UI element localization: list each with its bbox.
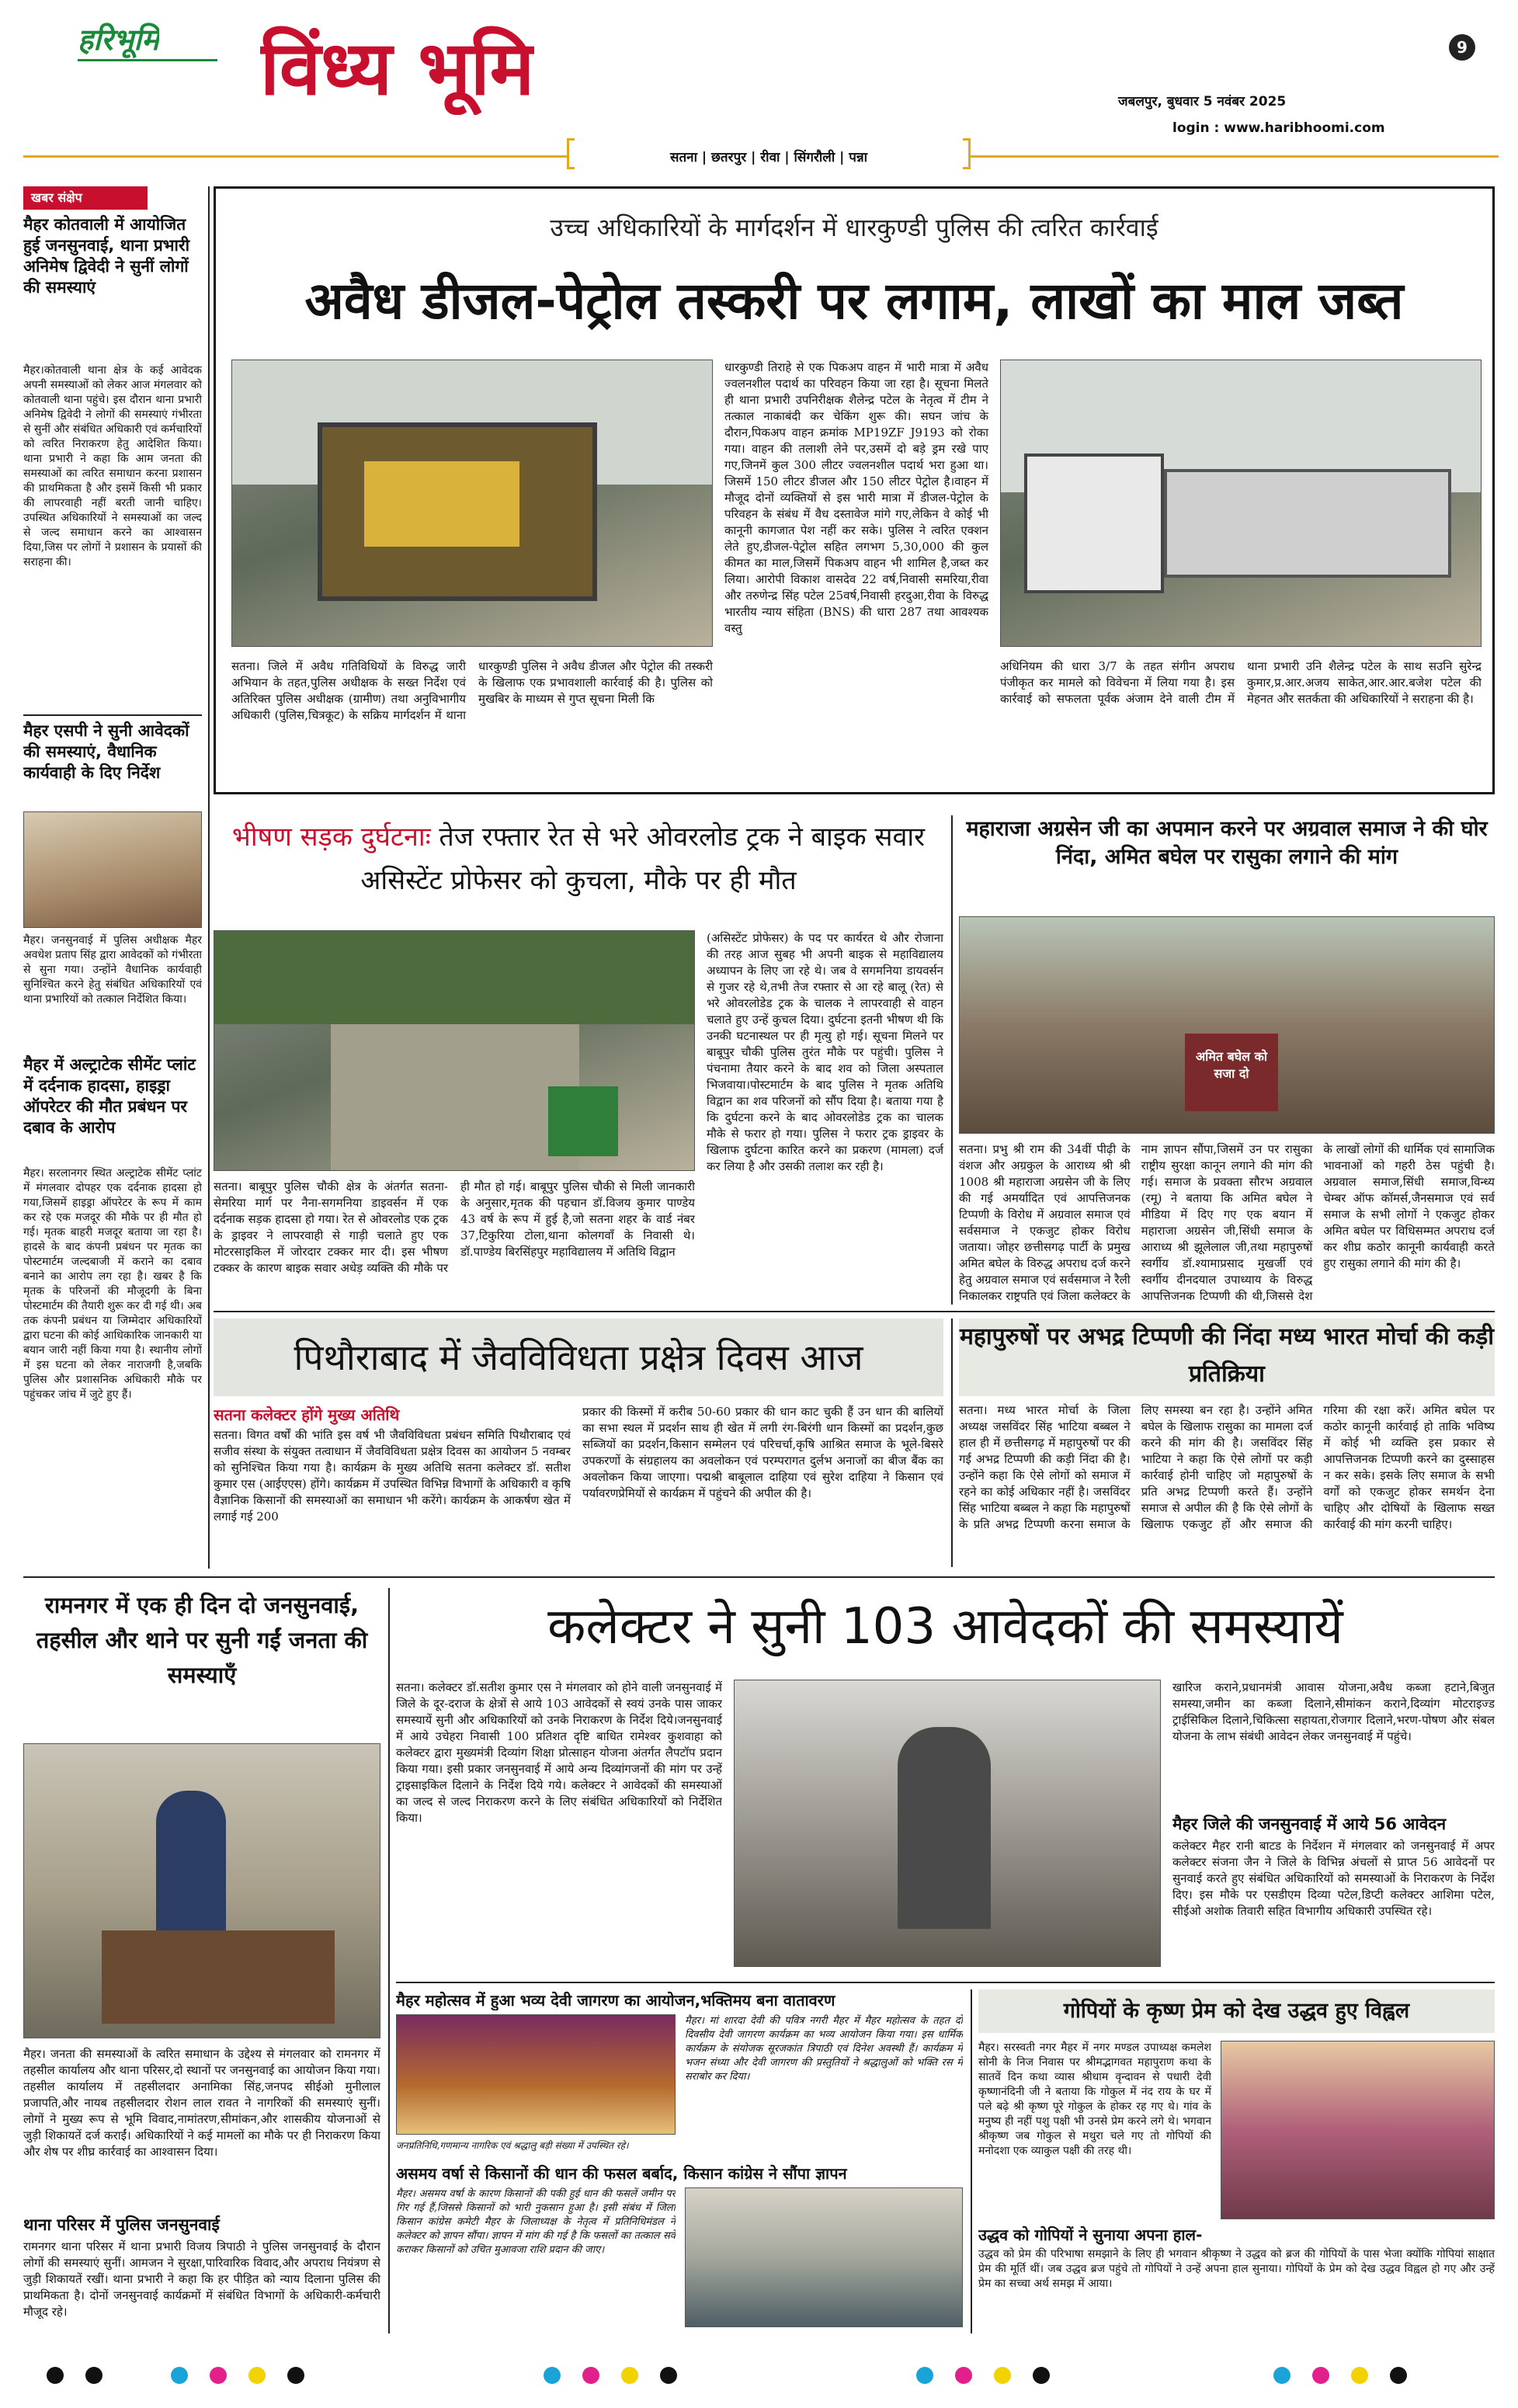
agrasen-story	[959, 815, 1495, 1305]
masthead	[0, 0, 1518, 165]
accident-headline-main: तेज रफ्तार रेत से भरे ओवरलोड ट्रक ने बाइक सवार असिस्टेंट प्रोफेसर को कुचला, मौके पर ही मौत	[360, 822, 926, 896]
biodiversity-story	[214, 1319, 943, 1567]
photo-tarp	[364, 461, 519, 547]
bracket-right	[963, 138, 971, 169]
accident-photo-road	[214, 930, 695, 1171]
jagran-caption: जनप्रतिनिधि,गणमान्य नागरिक एवं श्रद्धालु बड़ी संख्या में उपस्थित रहे।	[396, 2140, 629, 2151]
divider	[23, 714, 202, 716]
logo-underline	[78, 59, 217, 61]
registration-dot	[660, 2367, 677, 2384]
ramnagar-headline: रामनगर में एक ही दिन दो जनसुनवाई, तहसील और थाने पर सुनी गईं जनता की समस्याएँ	[36, 1592, 368, 1688]
print-registration-bar	[0, 2361, 1518, 2392]
accident-headline	[214, 815, 943, 909]
registration-dot	[1390, 2367, 1407, 2384]
section-divider	[23, 1576, 1495, 1578]
bracket-left	[567, 138, 575, 169]
registration-dot	[1273, 2367, 1290, 2384]
dateline: जबलपुर, बुधवार 5 नवंबर 2025	[1118, 94, 1287, 109]
district-bar-left	[23, 155, 567, 158]
registration-dot	[621, 2367, 638, 2384]
biodiversity-col1: सतना। विगत वर्षों की भांति इस वर्ष भी जैवविविधता प्रबंधन समिति पिथौराबाद एवं सजीव संस्था के संयुक्त तत्वाधान में जैवविविधता प्रक्षेत्र दिवस का आयोजन 5 नवम्बर को सुनिश्चित किया गया है। कार्यक्रम के मुख्य अतिथि सतना कलेक्टर डॉ. सतीश कुमार एस (आईएएस) होंगे। कार्यक्रम में उपस्थित विभिन्न विभागों के अधिकारी व कृषि वैज्ञानिक किसानों की समस्याओं का समाधान भी करेंगे। कार्यक्रम के आकर्षण खेत में लगाई गई 200	[214, 1428, 571, 1524]
collector-col2: खारिज कराने,प्रधानमंत्री आवास योजना,अवैध कब्जा हटाने,बिजुत समस्या,जमीन का कब्जा दिलाने,सीमांकन कराने,दिव्यांग मोटराइज्ड ट्राईसिकिल दिलाने,चिकित्सा सहायता,रोजगार दिलाने,भरण-पोषण और संबल योजना के लाभ संबंधी आवेदन लेकर जनसुनवाई में पहुंचे।	[1172, 1680, 1495, 1743]
jagran-body: मैहर। मां शारदा देवी की पवित्र नगरी मैहर में मैहर महोत्सव के तहत दो दिवसीय देवी जागरण कार्यक्रम का भव्य आयोजन किया गया। इस धार्मिक कार्यक्रम के संयोजक सूरजकांत त्रिपाठी एवं दिनेश अवस्थी हैं। कार्यक्रम में भजन संध्या और देवी जागरण की प्रस्तुतियों ने श्रद्धालुओं को भक्ति रस में सराबोर कर दिया।	[685, 2015, 963, 2083]
gopiyan-story	[978, 1989, 1495, 2333]
lead-photo-pickup-side	[1000, 360, 1482, 647]
news-brief-sidebar	[23, 186, 202, 1569]
accident-col2: (असिस्टेंट प्रोफेसर) के पद पर कार्यरत थे और रोजाना की तरह आज सुबह भी अपनी बाइक से महाविद्यालय अध्यापन के लिए जा रहे थे। जब वे सगमनिया डायवर्सन से गुजर रहे थे,तभी तेज रफ्तार से आ रहे बालू (रेत) से भरे ओवरलोडेड ट्रक के चालक ने लापरवाही से वाहन चलाते हुए उन्हें कुचल दिया। दुर्घटना इतनी भीषण थी कि उनकी घटनास्थल पर ही मृत्यु हो गई। सूचना मिलने पर बाबूपुर चौकी पुलिस तुरंत मौके पर पहुंची। पुलिस ने पंचनामा तैयार करने के बाद शव को जिला अस्पताल भिजवाया।पोस्टमार्टम के बाद पुलिस ने मृतक अतिथि विद्वान का शव परिजनों को सौंप दिया है। बताया गया है कि दुर्घटना करने के बाद ओवरलोडेड ट्रक का चालक मौके से फरार हो गया। पुलिस ने फरार ट्रक ड्राइवर के खिलाफ दुर्घटना कारित करने का प्रकरण (मामला) दर्ज कर लिया है और उसकी तलाश कर रही है।	[707, 931, 943, 1173]
sidebar-story2-body: मैहर। जनसुनवाई में पुलिस अधीक्षक मैहर अवधेश प्रताप सिंह द्वारा आवेदकों को गंभीरता से सुना गया। उन्होंने वैधानिक कार्यवाही सुनिश्चित करने हेतु संबंधित अधिकारियों एवं थाना प्रभारियों को तत्काल निर्देशित किया।	[23, 934, 202, 1006]
section-divider	[214, 1311, 1495, 1312]
page-number: 9	[1449, 34, 1475, 61]
gopiyan-headline: गोपियों के कृष्ण प्रेम को देख उद्धव हुए विह्वल	[978, 1989, 1495, 2033]
photo-officer	[156, 1791, 226, 1946]
registration-dot	[1351, 2367, 1368, 2384]
placard: अमित बघेल को सजा दो	[1185, 1034, 1278, 1111]
lead-kicker: उच्च अधिकारियों के मार्गदर्शन में धारकुण्डी पुलिस की त्वरित कार्रवाई	[550, 213, 1158, 242]
mahapurush-col1: सतना। मध्य भारत मोर्चा के जिला अध्यक्ष जसविंदर सिंह भाटिया बब्बल ने हाल ही में छत्तीसगढ़ में महापुरुषों पर की गई अभद्र टिप्पणी की कड़ी निंदा की है। उन्होंने कहा कि ऐसे लोगों को समाज में रहने का कोई अधिकार नहीं है। जसविंदर सिंह भाटिया बब्बल ने कहा कि महापुरुषों के प्रति अभद्र टिप्पणी करना समाज	[959, 1403, 1131, 1531]
column-divider	[951, 815, 953, 1305]
accident-headline-red: भीषण सड़क दुर्घटनाः	[231, 822, 431, 853]
registration-dot	[287, 2367, 304, 2384]
column-divider	[388, 1588, 390, 2333]
login-url[interactable]: login : www.haribhoomi.com	[1172, 120, 1385, 136]
kisan-photo	[685, 2187, 963, 2327]
agrasen-col2: जिला कलेक्टर के नाम ज्ञापन सौंपा,जिसमें उन पर रासुका राष्ट्रीय सुरक्षा कानून लगाने की मांग की गई। समाज के प्रवक्ता सौरभ अग्रवाल (रमू) ने बताया कि अमित बघेल ने मीडिया में दिए गए एक बयान में महाराजा अग्रसेन जी,सिंधी समाज के आराध्य श्री झूलेलाल जी,तथा महापुरुषों स्वर्गीय डॉ.श्यामाप्रसाद मुखर्जी एवं स्वर्गीय दीनदयाल उपाध्याय के	[1057, 1142, 1313, 1303]
registration-dot	[544, 2367, 561, 2384]
collector-sub-body: कलेक्टर मैहर रानी बाटड के निर्देशन में मंगलवार को जनसुनवाई में अपर कलेक्टर संजना जैन ने जिले के विभिन्न अंचलों से प्राप्त 56 आवेदनों पर सुनवाई करते हुए संबंधित अधिकारियों को समस्याओं के निराकरण के निर्देश दिए। इस मौके पर एसडीएम दिव्या पटेल,डिप्टी कलेक्टर आशिमा पटेल, सीईओ अशोक तिवारी सहित विभागीय अधिकारी उपस्थित रहे।	[1172, 1839, 1495, 1918]
lead-photo-pickup-rear	[231, 360, 713, 647]
page-title: विंध्य भूमि	[260, 25, 535, 112]
lead-story-box	[214, 186, 1495, 794]
kisan-body: मैहर। असमय वर्षा के कारण किसानों की पकी हुई धान की फसलें जमीन पर गिर गई हैं,जिससे किसानों को भारी नुकसान हुआ है। इसी संबंध में जिला किसान कांग्रेस कमेटी मैहर के जिलाध्यक्ष के नेतृत्व में प्रतिनिधिमंडल ने कलेक्टर को ज्ञापन सौंपा। ज्ञापन में मांग की गई है कि फसलों का तत्काल सर्वे कराकर किसानों को उचित मुआवजा राशि प्रदान की जाए।	[396, 2188, 676, 2256]
registration-dot	[1312, 2367, 1329, 2384]
registration-dot	[171, 2367, 188, 2384]
registration-dot	[47, 2367, 64, 2384]
column-divider	[951, 1319, 953, 1567]
registration-dot	[994, 2367, 1011, 2384]
photo-cargo	[1164, 469, 1451, 578]
lead-headline: अवैध डीजल-पेट्रोल तस्करी पर लगाम, लाखों का माल जब्त	[304, 271, 1404, 331]
photo-desk	[102, 1930, 335, 2024]
biodiversity-subhead: सतना कलेक्टर होंगे मुख्य अतिथि	[214, 1406, 400, 1424]
collector-sub-headline: मैहर जिले की जनसुनवाई में आये 56 आवेदन	[1172, 1815, 1447, 1833]
sidebar-story3-headline: मैहर में अल्ट्राटेक सीमेंट प्लांट में दर्दनाक हादसा, हाइड्रा ऑपरेटर की मौत प्रबंधन पर दबाव के आरोप	[23, 1055, 196, 1137]
section-divider	[396, 1982, 1495, 1983]
kisan-headline: असमय वर्षा से किसानों की धान की फसल बर्बाद, किसान कांग्रेस ने सौंपा ज्ञापन	[396, 2164, 847, 2183]
registration-dot	[248, 2367, 266, 2384]
sidebar-story3-body: मैहर। सरलानगर स्थित अल्ट्राटेक सीमेंट प्लांट में मंगलवार दोपहर एक दर्दनाक हादसा हो गया,जिसमें हाइड्रा ऑपरेटर के रूप में काम कर रहे एक मजदूर की मौके पर ही मौत हो गई। मृतक बाहरी मजदूर बताया जा रहा है। हादसे के बाद कंपनी प्रबंधन पर मृतक का पोस्टमार्टम जल्दबाजी में कराने का दबाव बनाने का आरोप लग रहा है। खबर है कि मृतक के परिजनों की मौजूदगी के बिना पोस्टमार्टम की तैयारी शुरू कर दी गई थी। अब तक कंपनी प्रबंधन या जिम्मेदार अधिकारियों द्वारा घटना की कोई आधिकारिक जानकारी या बयान जारी नहीं किया गया है। स्थानीय लोगों में इस घटना को लेकर नाराजगी है,जबकि पुलिस और प्रशासनिक अधिकारी मौके पर पहुंचकर जांच में जुटे हुए हैं।	[23, 1167, 202, 1401]
photo-auto	[548, 1086, 618, 1156]
agrasen-col3: विरुद्ध आपत्तिजनक टिप्पणी की थी,जिससे देश के लाखों लोगों की धार्मिक एवं सामाजिक भावनाओं को गहरी ठेस पहुंची है।अग्रवाल समाज,सिंधी समाज,विन्ध्य चेम्बर ऑफ कॉमर्स,जैनसमाज एवं सर्व समाज के सभी लोगों ने एकजुट होकर अमित बघेल पर विधिसम्मत अपराध दर्ज कर शीघ्र कठोर कानूनी कार्यवाही करते हुए रासुका लगाने की मांग की है।	[1141, 1142, 1495, 1303]
gopiyan-sub-headline: उद्धव को गोपियों ने सुनाया अपना हाल-	[978, 2226, 1203, 2244]
agrasen-body	[959, 1141, 1495, 1305]
photo-person	[898, 1727, 991, 1929]
ramnagar-body: मैहर। जनता की समस्याओं के त्वरित समाधान के उद्देश्य से मंगलवार को रामनगर में तहसील कार्यालय और थाना परिसर,दो स्थानों पर जनसुनवाई का आयोजन किया गया।तहसील कार्यालय में तहसीलदार अनामिका सिंह,जनपद सीईओ मुनीलाल प्रजापति,और नायब तहसीलदार रोशन लाल रावत ने नागरिकों की समस्याएं सुनीं। लोगों ने मुख्य रूप से भूमि विवाद,नामांतरण,सीमांकन,और शासकीय योजनाओं से जुड़ी शिकायतें दर्ज कराईं। अधिकारियों ने कई मामलों का मौके पर ही निराकरण किया और शेष पर शीघ्र कार्रवाई का आश्वासन दिया।	[23, 2047, 380, 2159]
accident-col1: सतना। बाबूपुर पुलिस चौकी क्षेत्र के अंतर्गत सतना-सेमरिया मार्ग पर नैना-सगमनिया डाइवर्सन में एक दर्दनाक सड़क हादसा हो गया। रेत से ओवरलोड एक ट्रक के ड्राइवर ने लापरवाही से गाड़ी चलाते हुए एक मोटरसाइकिल में जोरदार टक्कर मार दी। इस भीषण टक्कर के कारण बाइक सवार अधेड़ व्यक्ति की मौके पर ही मौत हो गई। बाबूपुर पुलिस चौकी से मिली जानकारी के अनुसार,मृतक की पहचान डॉ.विजय कुमार पाण्डेय 43 वर्ष के रूप में हुई है,जो सतना शहर के वार्ड नंबर 37,टिकुरिया टोला,थाना कोलगवाँ के निवासी थे।डॉ.पाण्डेय बिरसिंहपुर महाविद्यालय में अतिथि विद्वान	[214, 1180, 695, 1275]
ramnagar-sub-body: रामनगर थाना परिसर में थाना प्रभारी विजय त्रिपाठी ने पुलिस जनसुनवाई के दौरान लोगों की समस्याएं सुनीं। आमजन ने सुरक्षा,पारिवारिक विवाद,और अपराध नियंत्रण से जुड़ी शिकायतें रखीं। थाना प्रभारी ने कहा कि हर पीड़ित को न्याय दिलाना पुलिस की प्राथमिकता है। दोनों जनसुनवाई कार्यक्रमों में संबंधित विभागों के अधिकारी-कर्मचारी मौजूद रहे।	[23, 2239, 380, 2319]
accident-story	[214, 815, 943, 1305]
sidebar-story1-body: मैहर।कोतवाली थाना क्षेत्र के कई आवेदक अपनी समस्याओं को लेकर आज मंगलवार को कोतवाली थाना पहुंचे। इस दौरान थाना प्रभारी अनिमेष द्विवेदी ने लोगों की समस्याएं गंभीरता से सुनीं और संबंधित अधिकारी एवं कर्मचारियों को त्वरित निराकरण हेतु आदेशित किया। थाना प्रभारी ने कहा कि आम जनता की समस्याओं का त्वरित समाधान करना प्रशासन की प्राथमिकता है और इसमें किसी भी प्रकार की लापरवाही नहीं बरती जानी चाहिए। उपस्थित अधिकारियों ने समस्याओं का जल्द से जल्द समाधान करने का आश्वासन दिया,जिस पर लोगों ने प्रशासन के प्रयासों की सराहना की।	[23, 364, 202, 568]
jagran-photo	[396, 2014, 676, 2135]
agrasen-col1: सतना। प्रभु श्री राम की 34वीं पीढ़ी के वंशज और अग्रकुल के आराध्य श्री श्री 1008 श्री महाराजा अग्रसेन जी के लिए की गई अमर्यादित एवं आपत्तिजनक टिप्पणी के विरोध में अग्रवाल समाज एवं सर्वसमाज ने एकजुट होकर विरोध जताया। जोहर छत्तीसगढ़ पार्टी के प्रमुख अमित बघेल के विरुद्ध अपराध दर्ज करने हेतु अग्रवाल समाज एवं सर्वसमाज ने रैली निकालकर राष्ट्रपति एवं	[959, 1142, 1131, 1303]
sidebar-story2-photo	[23, 811, 202, 928]
registration-dot	[955, 2367, 972, 2384]
registration-dot	[582, 2367, 599, 2384]
registration-dot	[916, 2367, 933, 2384]
mahapurush-story	[959, 1319, 1495, 1567]
biodiversity-col2: प्रकार की किस्मों में करीब 50-60 प्रकार की धान काट चुकी हैं उन धान की बालियों का सभा स्थल में प्रदर्शन साथ ही खेत में लगी रंग-बिरंगी धान किस्मों का प्रदर्शन,कुछ सब्जियों का प्रदर्शन,किसान सम्मेलन एवं परिचर्चा,कृषि आश्रित समाज के भूले-बिसरे उपकरणों के संग्रहालय का अवलोकन एवं परम्परागत दुर्लभ अनाजों का बीज बैंक का अवलोकन किया जाएगा। पद्मश्री बाबूलाल दाहिया एवं सुरेश दाहिया ने किसान एवं पर्यावरणप्रेमियों से कार्यक्रम में पहुंचने की अपील की है।	[582, 1405, 943, 1500]
kisan-story	[396, 2163, 963, 2333]
lead-col2: धारकुण्डी तिराहे से एक पिकअप वाहन में भारी मात्रा में अवैध ज्वलनशील पदार्थ का परिवहन किया जा रहा है। सूचना मिलते ही थाना प्रभारी उपनिरीक्षक शैलेन्द्र पटेल के नेतृत्व में टीम ने तत्काल नाकाबंदी कर चेकिंग शुरू की। सघन जांच के दौरान,पिकअप वाहन क्रमांक MP19ZF J9193 को रोका गया। वाहन की तलाशी लेने पर,उसमें दो बड़े ड्रम रखे पाए गए,जिनमें कुल 300 लीटर ज्वलनशील पदार्थ भरा हुआ था। जिसमें 150 लीटर डीजल और 150 लीटर पेट्रोल है।वाहन में मौजूद दोनों व्यक्तियों से इस भारी मात्रा में डीजल-पेट्रोल के परिवहन के संबंध में वैध दस्तावेज मांगे गए,लेकिन वे कोई भी कानूनी कागजात पेश नहीं कर सके। पुलिस ने त्वरित एक्शन लेते हुए,डीजल-पेट्रोल सहित लगभग 5,30,000 की कुल कीमत का माल,जिसमें पिकअप वाहन भी शामिल है,जब्त कर लिया। आरोपी विकाश वासदेव 22 वर्ष,निवासी समरिया,रीवा और तरुणेन्द्र सिंह पटेल 25वर्ष,निवासी हरदुआ,रीवा के विरुद्ध भारतीय न्याय संहिता (BNS) की धारा 287 तथा आवश्यक वस्तु	[724, 360, 988, 635]
ramnagar-photo	[23, 1743, 380, 2038]
collector-headline: कलेक्टर ने सुनी 103 आवेदकों की समस्यायें	[547, 1598, 1343, 1656]
registration-dot	[85, 2367, 102, 2384]
biodiversity-headline: पिथौराबाद में जैवविविधता प्रक्षेत्र दिवस आज	[214, 1319, 943, 1396]
lead-col1: सतना। जिले में अवैध गतिविधियों के विरुद्ध जारी अभियान के तहत,पुलिस अधीक्षक के सख्त निर्देश एवं अतिरिक्त पुलिस अधीक्षक (ग्रामीण) तथा अनुविभागीय अधिकारी (पुलिस,चित्रकूट) के सक्रिय मार्गदर्शन में थाना धारकुण्डी पुलिस ने अवैध डीजल और पेट्रोल की तस्करी के खिलाफ एक प्रभावशाली कार्रवाई की है। पुलिस को मुखबिर के माध्यम से गुप्त सूचना मिली कि	[231, 659, 713, 722]
agrasen-headline: महाराजा अग्रसेन जी का अपमान करने पर अग्रवाल समाज ने की घोर निंदा, अमित बघेल पर रासुका लगाने की मांग	[966, 817, 1488, 869]
district-list: सतना | छतरपुर | रीवा | सिंगरौली | पन्ना	[669, 150, 868, 165]
sidebar-divider	[208, 186, 210, 1569]
sidebar-story1-headline: मैहर कोतवाली में आयोजित हुई जनसुनवाई, थाना प्रभारी अनिमेष द्विवेदी ने सुनीं लोगों की समस्याएं	[23, 215, 190, 297]
lead-col3: अधिनियम की धारा 3/7 के तहत संगीन अपराध पंजीकृत कर मामले को विवेचना में लिया गया है। इस कार्रवाई को सफलता पूर्वक अंजाम देने वाली टीम में थाना प्रभारी उनि शैलेन्द्र पटेल के साथ सउनि सुरेन्द्र कुमार,प्र.आर.अजय साकेत,आर.आर.बजेश पटेल की मेहनत और सतर्कता की अधिकारियों ने सराहना की है।	[1000, 659, 1482, 706]
agrasen-photo-protest	[959, 916, 1495, 1134]
sidebar-section-label: खबर संक्षेप	[23, 186, 148, 210]
district-bar-right	[971, 155, 1499, 158]
mahapurush-body	[959, 1402, 1495, 1567]
column-divider	[971, 1989, 972, 2333]
registration-dot	[210, 2367, 227, 2384]
collector-story	[396, 1588, 1495, 1976]
photo-road	[331, 1024, 579, 1171]
ramnagar-sub-headline: थाना परिसर में पुलिस जनसुनवाई	[23, 2215, 220, 2234]
mahapurush-col3: गरिमा की रक्षा करें। अमित बघेल पर कठोर कानूनी कार्रवाई हो ताकि भविष्य में कोई भी व्यक्ति इस प्रकार से आपत्तिजनक टिप्पणी करने का दुस्साहस न कर सके। इसके लिए समाज के सभी वर्गों को एकजुट होकर समर्थन देना चाहिए और दोषियों के खिलाफ सख्त कार्रवाई की मांग करनी चाहिए।	[1323, 1403, 1495, 1531]
mahapurush-col2: के लिए समस्या बन रहा है। उन्होंने अमित बघेल के खिलाफ रासुका का मामला दर्ज करने की मांग की है। जसविंदर सिंह भाटिया ने कहा कि ऐसे लोगों पर कड़ी कार्रवाई होनी चाहिए जो महापुरुषों के प्रति अभद्र टिप्पणी करते हैं। उन्होंने समाज से अपील की है कि ऐसे लोगों के खिलाफ एकजुट हों और समाज की	[1121, 1403, 1313, 1531]
gopiyan-photo	[1221, 2041, 1495, 2219]
gopiyan-body: मैहर। सरस्वती नगर मैहर में नगर मण्डल उपाध्यक्ष कमलेश सोनी के निज निवास पर श्रीमद्भागवत महापुराण कथा के सातवें दिन कथा व्यास श्रीधाम वृन्दावन से पधारी देवी कृष्णानंदिनी जी ने बताया कि गोकुल में नंद राय के घर में पले बढ़े श्री कृष्ण पूरे गोकुल के होकर रह गए थे। गांव के मनुष्य ही नहीं पशु पक्षी भी उनसे प्रेम करने लगे थे। भगवान श्रीकृष्ण जब गोकुल से मथुरा चले गए तो गोपियों की मनोदशा एक व्याकुल पक्षी की तरह थी।	[978, 2041, 1211, 2157]
collector-photo	[734, 1680, 1161, 1967]
jagran-headline: मैहर महोत्सव में हुआ भव्य देवी जागरण का आयोजन,भक्तिमय बना वातावरण	[396, 1991, 835, 2010]
mahapurush-headline: महापुरुषों पर अभद्र टिप्पणी की निंदा मध्य भारत मोर्चा की कड़ी प्रतिक्रिया	[959, 1319, 1495, 1396]
photo-cab	[1024, 453, 1164, 593]
haribhoomi-logo: हरिभूमि	[78, 23, 159, 57]
collector-col1: सतना। कलेक्टर डॉ.सतीश कुमार एस ने मंगलवार को होने वाली जनसुनवाई में जिले के दूर-दराज के क्षेत्रों से आये 103 आवेदकों से स्वयं उनके पास जाकर समस्यायें सुनी और अधिकारियों को उनके निराकरण के निर्देश दिये।जनसुनवाई में आये उचेहरा निवासी 100 प्रतिशत दृष्टि बाधित रामेश्वर कुशवाहा को कलेक्टर द्वारा मुख्यमंत्री दिव्यांग शिक्षा प्रोत्साहन योजना अंतर्गत लैपटॉप प्रदान किया गया। इसी प्रकार जनसुनवाई में आये अन्य दिव्यांगजनों की मांग पर उन्हें ट्राइसाइकिल दिलाने के निर्देश दिये गये। कलेक्टर ने आवेदकों की समस्याओं का जल्द से जल्द निराकरण करने के लिए संबंधित अधिकारियों को निर्देशित किया।	[396, 1680, 722, 1825]
gopiyan-sub-body: उद्धव को प्रेम की परिभाषा समझाने के लिए ही भगवान श्रीकृष्ण ने उद्धव को ब्रज की गोपियों के पास भेजा क्योंकि गोपियां साक्षात प्रेम की मूर्ति थीं। जब उद्धव ब्रज पहुंचे तो गोपियों ने उन्हें अपना हाल सुनाया। गोपियों के प्रेम को देख उद्धव विह्वल हो गए और उन्हें प्रेम का सच्चा अर्थ समझ में आया।	[978, 2248, 1495, 2290]
ramnagar-story	[23, 1588, 380, 2333]
registration-dot	[1033, 2367, 1050, 2384]
sidebar-story2-headline: मैहर एसपी ने सुनी आवेदकों की समस्याएं, वैधानिक कार्यवाही के दिए निर्देश	[23, 721, 189, 782]
photo-trees	[214, 931, 695, 1024]
